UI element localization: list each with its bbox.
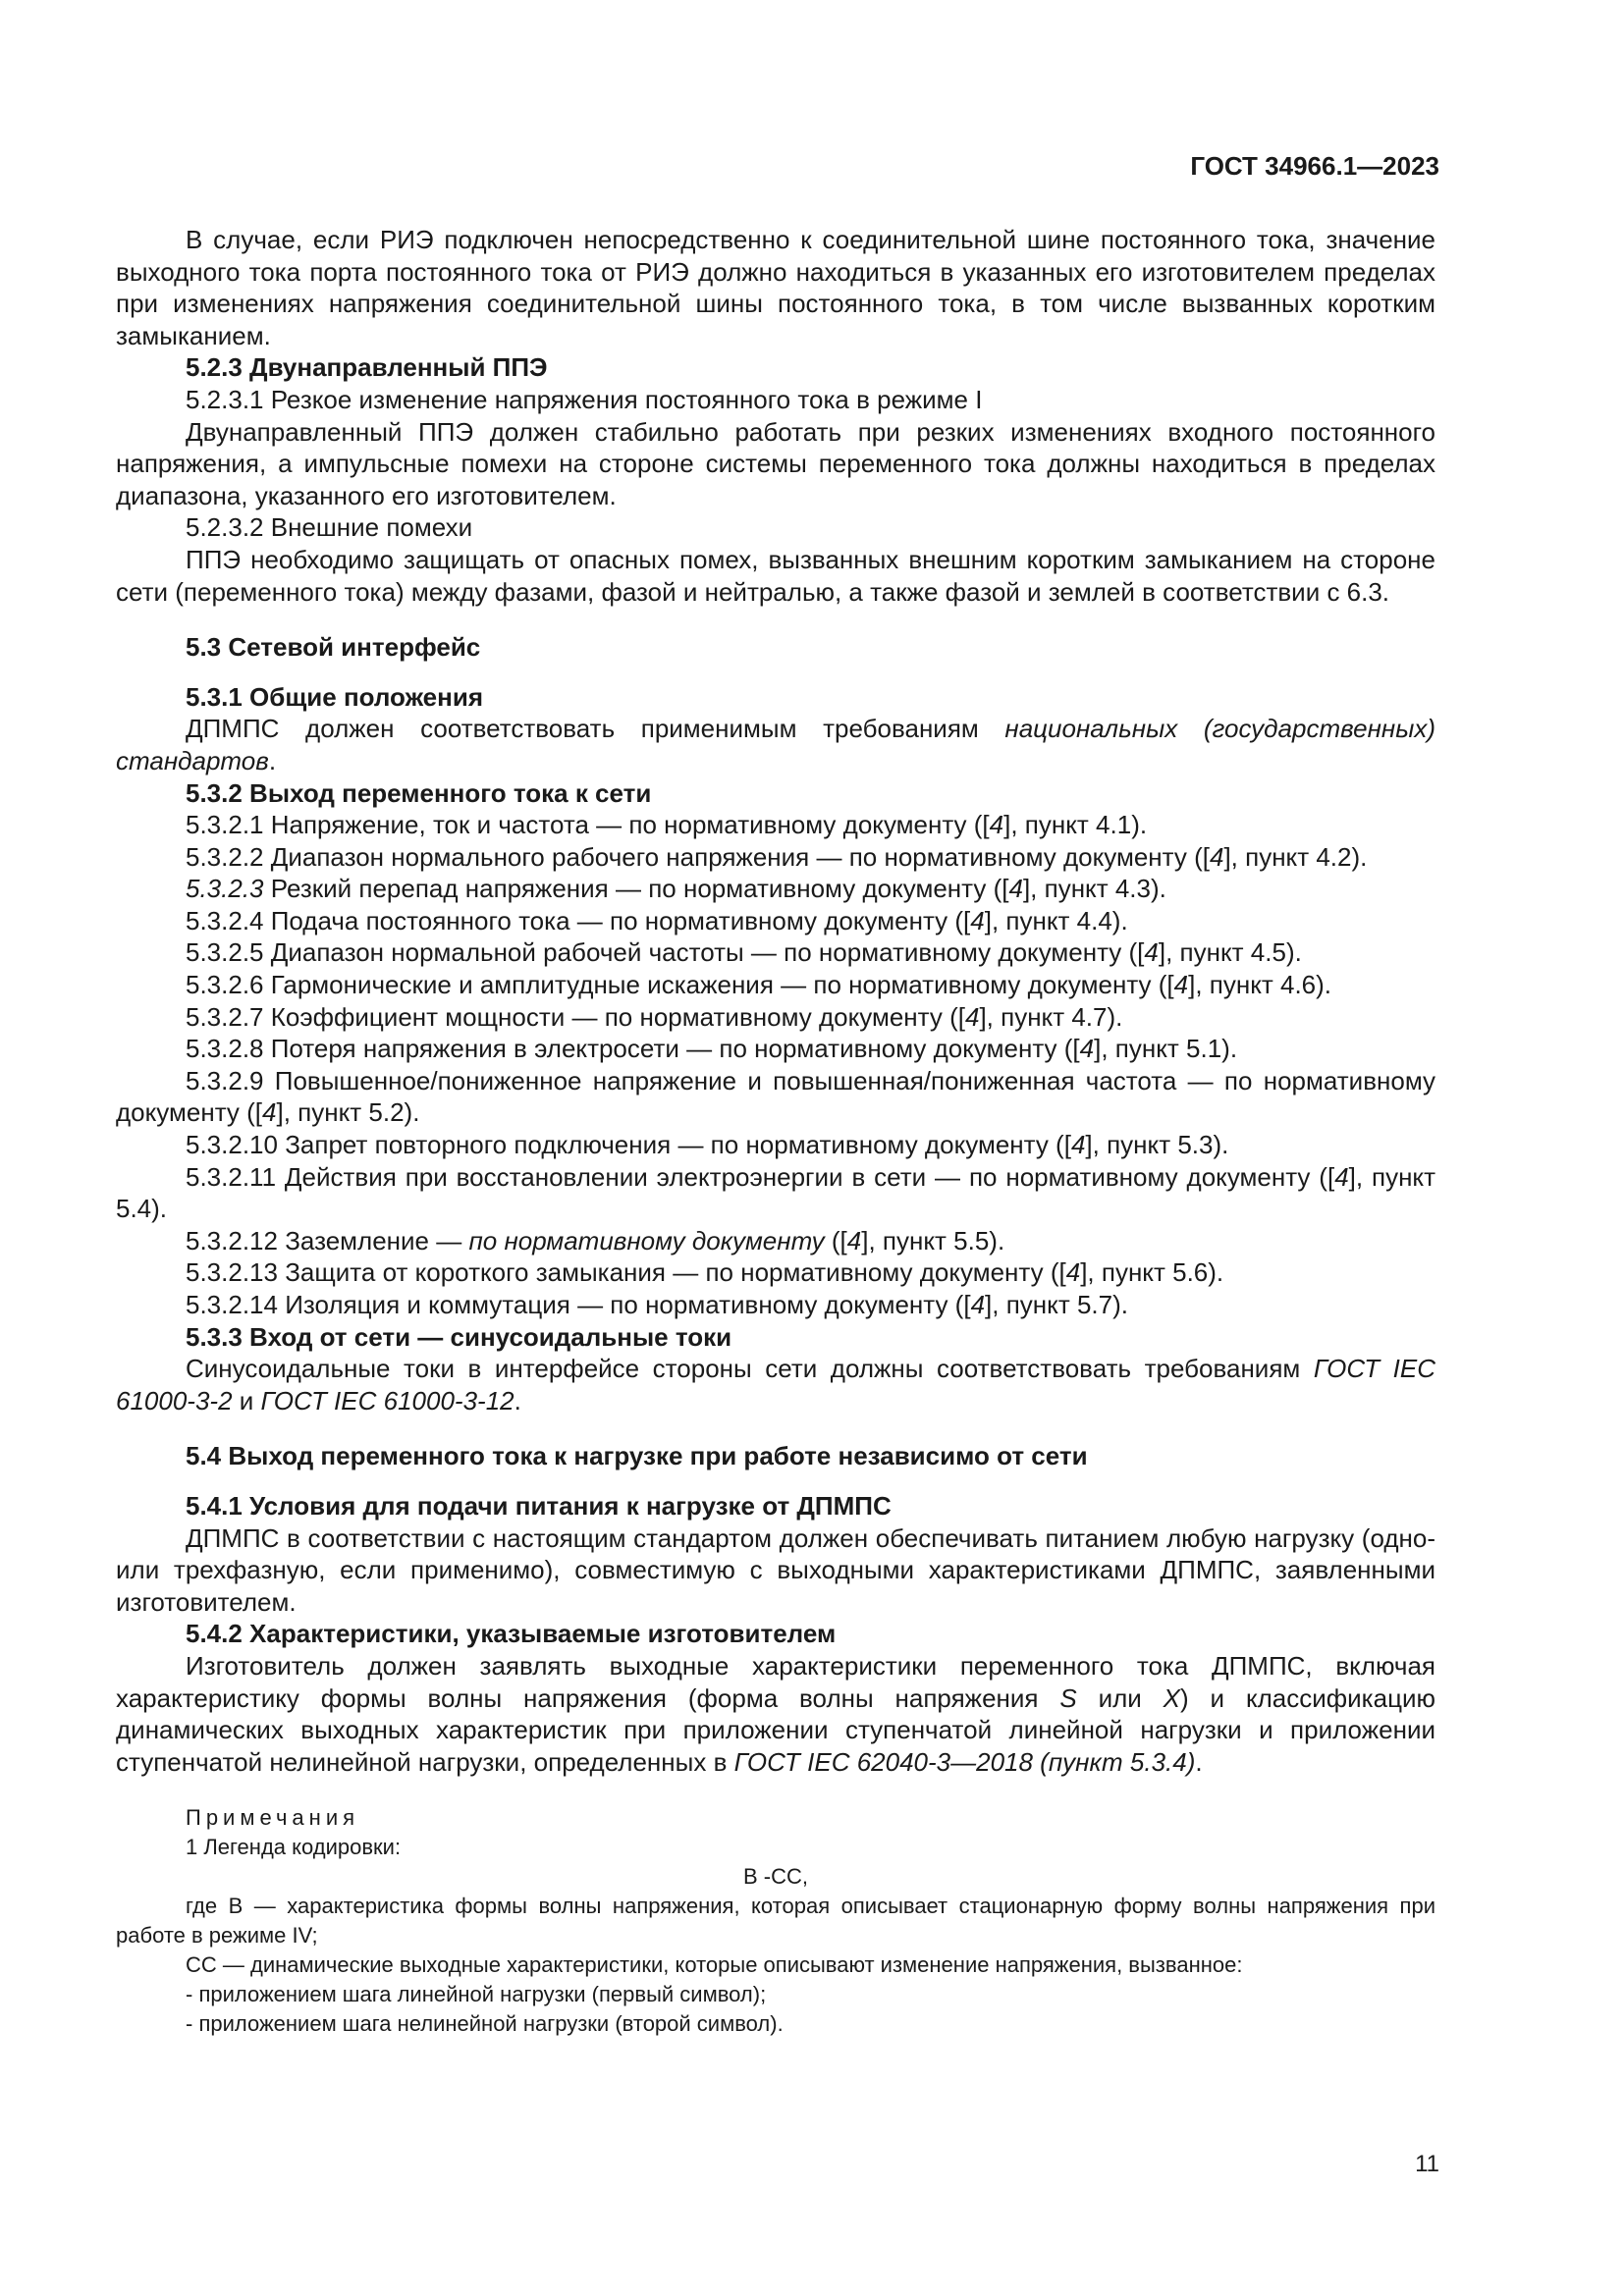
list-item-5-3-2-5: 5.3.2.5 Диапазон нормальной рабочей частоты — по нормативному документу ([4], пункт 4.5). bbox=[186, 937, 1302, 968]
list-item-5-3-2-1: 5.3.2.1 Напряжение, ток и частота — по нормативному документу ([4], пункт 4.1). bbox=[186, 810, 1148, 840]
subheading-5-2-3-1: 5.2.3.1 Резкое изменение напряжения постоянного тока в режиме I bbox=[186, 384, 983, 414]
note-1: 1 Легенда кодировки: bbox=[186, 1835, 402, 1860]
heading-5-4: 5.4 Выход переменного тока к нагрузке при работе независимо от сети bbox=[186, 1441, 1088, 1471]
list-item-5-3-2-4: 5.3.2.4 Подача постоянного тока — по нормативному документу ([4], пункт 4.4). bbox=[186, 905, 1128, 935]
list-item-5-3-2-3: 5.3.2.3 Резкий перепад напряжения — по нормативному документу ([4], пункт 4.3). bbox=[186, 874, 1166, 904]
paragraph-bidirectional-ppe: Двунаправленный ППЭ должен стабильно работать при резких изменениях входного постоянного напряжения, а импульсные помехи на стороне системы переменного тока должны находиться в пределах диапазона, указанного его изготовителем. bbox=[116, 416, 1435, 510]
list-item-5-3-2-12: 5.3.2.12 Заземление — по нормативному документу ([4], пункт 5.5). bbox=[186, 1225, 1005, 1255]
heading-5-3-3: 5.3.3 Вход от сети — синусоидальные токи bbox=[186, 1321, 732, 1352]
heading-5-4-2: 5.4.2 Характеристики, указываемые изготовителем bbox=[186, 1619, 837, 1649]
paragraph-sinusoidal-currents: Синусоидальные токи в интерфейсе стороны сети должны соответствовать требованиям ГОСТ IEC 61000-3-2 и ГОСТ IEC 61000-3-12. bbox=[116, 1354, 1435, 1415]
list-item-5-3-2-9: 5.3.2.9 Повышенное/пониженное напряжение и повышенная/пониженная частота — по нормативному документу ([4], пункт 5.2). bbox=[116, 1065, 1435, 1128]
heading-5-3-1: 5.3.1 Общие положения bbox=[186, 681, 483, 712]
list-item-5-3-2-2: 5.3.2.2 Диапазон нормального рабочего напряжения — по нормативному документу ([4], пункт 4.2). bbox=[186, 841, 1368, 872]
heading-5-3: 5.3 Сетевой интерфейс bbox=[186, 632, 481, 663]
subheading-5-2-3-2: 5.2.3.2 Внешние помехи bbox=[186, 512, 473, 543]
list-item-5-3-2-11: 5.3.2.11 Действия при восстановлении электроэнергии в сети — по нормативному документу ([4], пункт 5.4). bbox=[116, 1161, 1435, 1224]
paragraph-manufacturer-characteristics: Изготовитель должен заявлять выходные характеристики переменного тока ДПМПС, включая характеристику формы волны напряжения (форма волны напряжения S или X) и классификацию динамических выходных характеристик при приложении ступенчатой линейной нагрузки и приложении ступенчатой нелинейной нагрузки, определенных в ГОСТ IEC 62040-3—2018 (пункт 5.3.4). bbox=[116, 1650, 1435, 1777]
paragraph-rie-dc-current: В случае, если РИЭ подключен непосредственно к соединительной шине постоянного тока, значение выходного тока порта постоянного тока от РИЭ должно находиться в указанных его изготовителем пределах при изменениях напряжения соединительной шины постоянного тока, в том числе вызванных коротким замыканием. bbox=[116, 225, 1435, 350]
note-list-item-1: - приложением шага линейной нагрузки (первый символ); bbox=[186, 1982, 767, 2007]
document-code-header: ГОСТ 34966.1—2023 bbox=[1190, 151, 1439, 181]
heading-5-4-1: 5.4.1 Условия для подачи питания к нагрузке от ДПМПС bbox=[186, 1490, 892, 1521]
heading-5-2-3: 5.2.3 Двунаправленный ППЭ bbox=[186, 352, 548, 383]
list-item-5-3-2-7: 5.3.2.7 Коэффициент мощности — по нормативному документу ([4], пункт 4.7). bbox=[186, 1001, 1123, 1032]
list-item-5-3-2-10: 5.3.2.10 Запрет повторного подключения — по нормативному документу ([4], пункт 5.3). bbox=[186, 1130, 1229, 1160]
note-list-item-2: - приложением шага нелинейной нагрузки (второй символ). bbox=[186, 2011, 784, 2037]
list-item-5-3-2-8: 5.3.2.8 Потеря напряжения в электросети — по нормативному документу ([4], пункт 5.1). bbox=[186, 1034, 1238, 1064]
list-item-5-3-2-14: 5.3.2.14 Изоляция и коммутация — по нормативному документу ([4], пункт 5.7). bbox=[186, 1290, 1128, 1319]
page-number: 11 bbox=[1415, 2151, 1439, 2177]
paragraph-external-interference: ППЭ необходимо защищать от опасных помех, вызванных внешним коротким замыканием на стороне сети (переменного тока) между фазами, фазой и нейтралью, а также фазой и землей в соответствии с 6.3. bbox=[116, 544, 1435, 607]
note-legend-cc: СС — динамические выходные характеристики, которые описывают изменение напряжения, вызванное: bbox=[186, 1952, 1243, 1978]
list-item-5-3-2-13: 5.3.2.13 Защита от короткого замыкания — по нормативному документу ([4], пункт 5.6). bbox=[186, 1257, 1224, 1288]
heading-5-3-2: 5.3.2 Выход переменного тока к сети bbox=[186, 777, 652, 808]
notes-title: Примечания bbox=[186, 1805, 360, 1831]
list-item-5-3-2-6: 5.3.2.6 Гармонические и амплитудные искажения — по нормативному документу ([4], пункт 4.6). bbox=[186, 970, 1332, 1000]
note-legend-b: где В — характеристика формы волны напряжения, которая описывает стационарную форму волны напряжения при работе в режиме IV; bbox=[116, 1894, 1435, 1949]
paragraph-load-supply: ДПМПС в соответствии с настоящим стандартом должен обеспечивать питанием любую нагрузку (одно- или трехфазную, если применимо), совместимую с выходными характеристиками ДПМПС, заявленными изготовителем. bbox=[116, 1522, 1435, 1617]
page-body bbox=[116, 224, 1435, 2039]
note-formula: В -СС, bbox=[743, 1864, 808, 1890]
paragraph-general-provisions: ДПМПС должен соответствовать применимым требованиям национальных (государственных) стандартов. bbox=[116, 714, 1435, 775]
